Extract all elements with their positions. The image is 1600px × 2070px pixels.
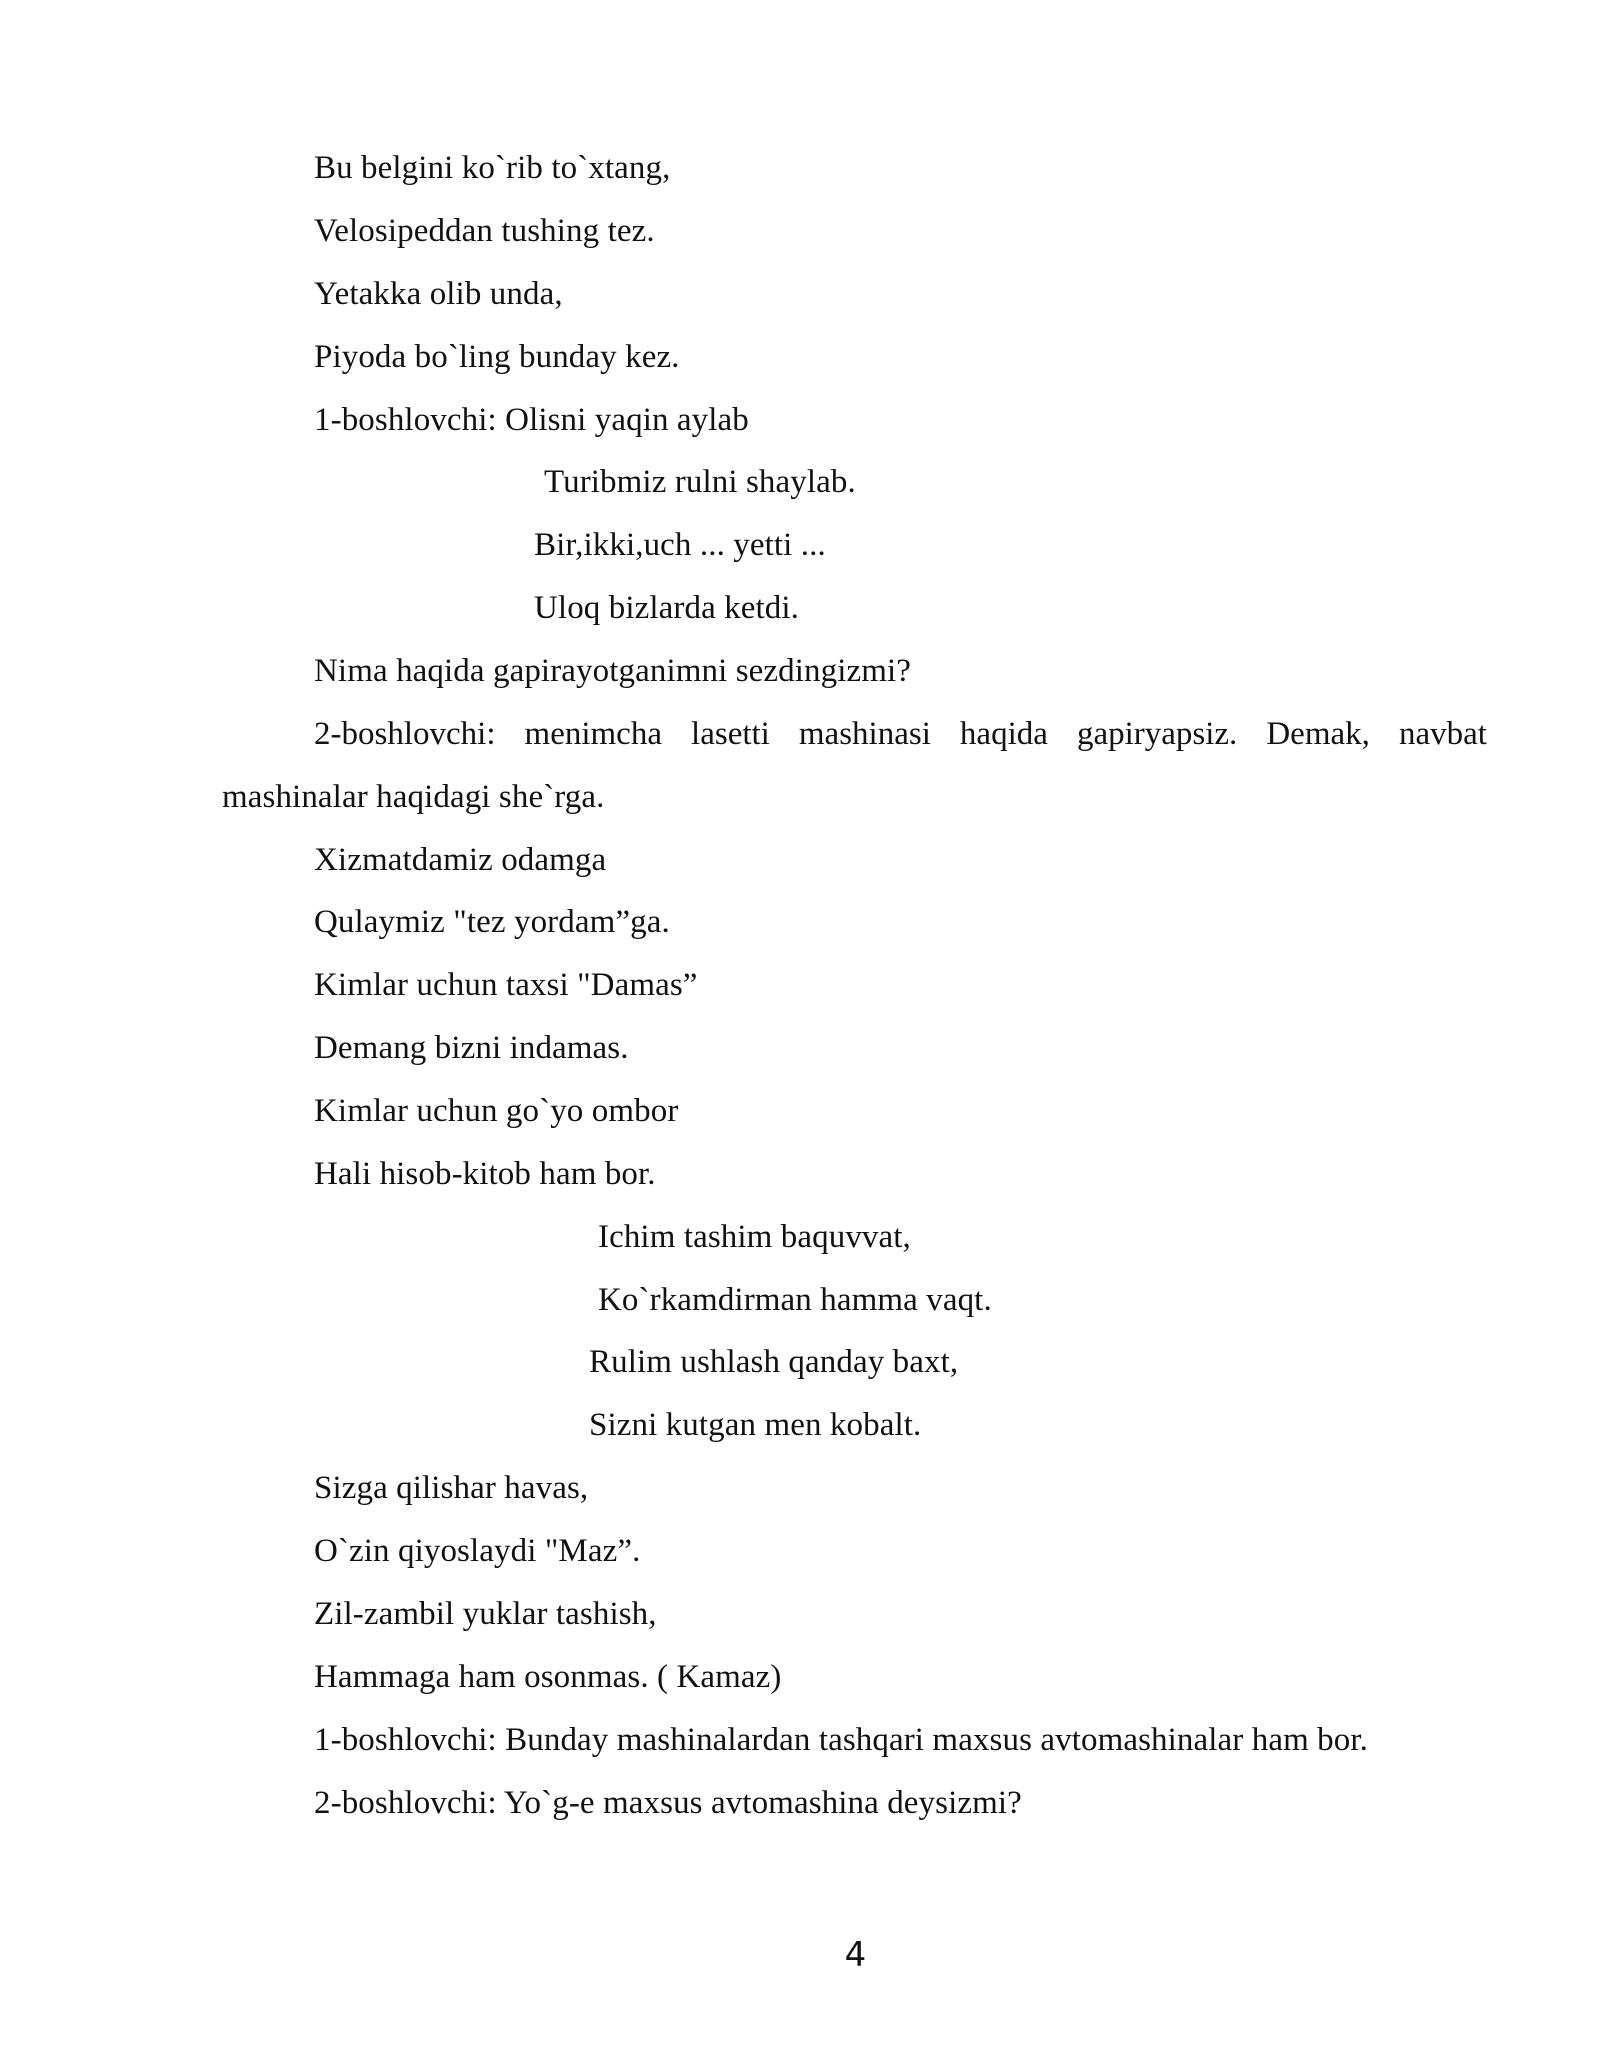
text-line-13: Sizga qilishar havas, bbox=[314, 1470, 589, 1506]
text-line-17: 1-boshlovchi: Bunday mashinalardan tashqari maxsus avtomashinalar ham bor. bbox=[314, 1722, 1369, 1758]
verse-line-6: Rulim ushlash qanday baxt, bbox=[589, 1344, 959, 1380]
text-line-5: 1-boshlovchi: Olisni yaqin aylab bbox=[314, 402, 749, 438]
text-line-14: O`zin qiyoslaydi "Maz”. bbox=[314, 1533, 641, 1569]
text-line-7: Xizmatdamiz odamga bbox=[314, 842, 607, 878]
verse-line-2: Bir,ikki,uch ... yetti ... bbox=[534, 527, 826, 563]
text-line-11: Kimlar uchun go`yo ombor bbox=[314, 1093, 679, 1129]
text-line-18: 2-boshlovchi: Yo`g-e maxsus avtomashina deysizmi? bbox=[314, 1785, 1022, 1821]
text-line-3: Yetakka olib unda, bbox=[314, 276, 563, 312]
text-line-4: Piyoda bo`ling bunday kez. bbox=[314, 339, 680, 375]
verse-line-7: Sizni kutgan men kobalt. bbox=[589, 1407, 922, 1443]
text-line-6: Nima haqida gapirayotganimni sezdingizmi? bbox=[314, 653, 912, 689]
text-line-1: Bu belgini ko`rib to`xtang, bbox=[314, 150, 671, 186]
text-line-15: Zil-zambil yuklar tashish, bbox=[314, 1596, 657, 1632]
verse-line-3: Uloq bizlarda ketdi. bbox=[534, 590, 800, 626]
text-line-8: Qulaymiz "tez yordam”ga. bbox=[314, 904, 670, 940]
text-line-16: Hammaga ham osonmas. ( Kamaz) bbox=[314, 1659, 782, 1695]
verse-line-1: Turibmiz rulni shaylab. bbox=[544, 464, 856, 500]
page-number: 4 bbox=[844, 1935, 867, 1975]
verse-line-4: Ichim tashim baquvvat, bbox=[598, 1219, 911, 1255]
verse-line-5: Ko`rkamdirman hamma vaqt. bbox=[598, 1282, 992, 1318]
text-line-9: Kimlar uchun taxsi "Damas” bbox=[314, 967, 698, 1003]
paragraph-line-continuation: mashinalar haqidagi she`rga. bbox=[222, 779, 605, 815]
text-line-10: Demang bizni indamas. bbox=[314, 1030, 629, 1066]
text-line-12: Hali hisob-kitob ham bor. bbox=[314, 1156, 656, 1192]
paragraph-line-justified: 2-boshlovchi: menimcha lasetti mashinasi haqida gapiryapsiz. Demak, navbat bbox=[314, 716, 1487, 752]
text-line-2: Velosipeddan tushing tez. bbox=[314, 213, 655, 249]
